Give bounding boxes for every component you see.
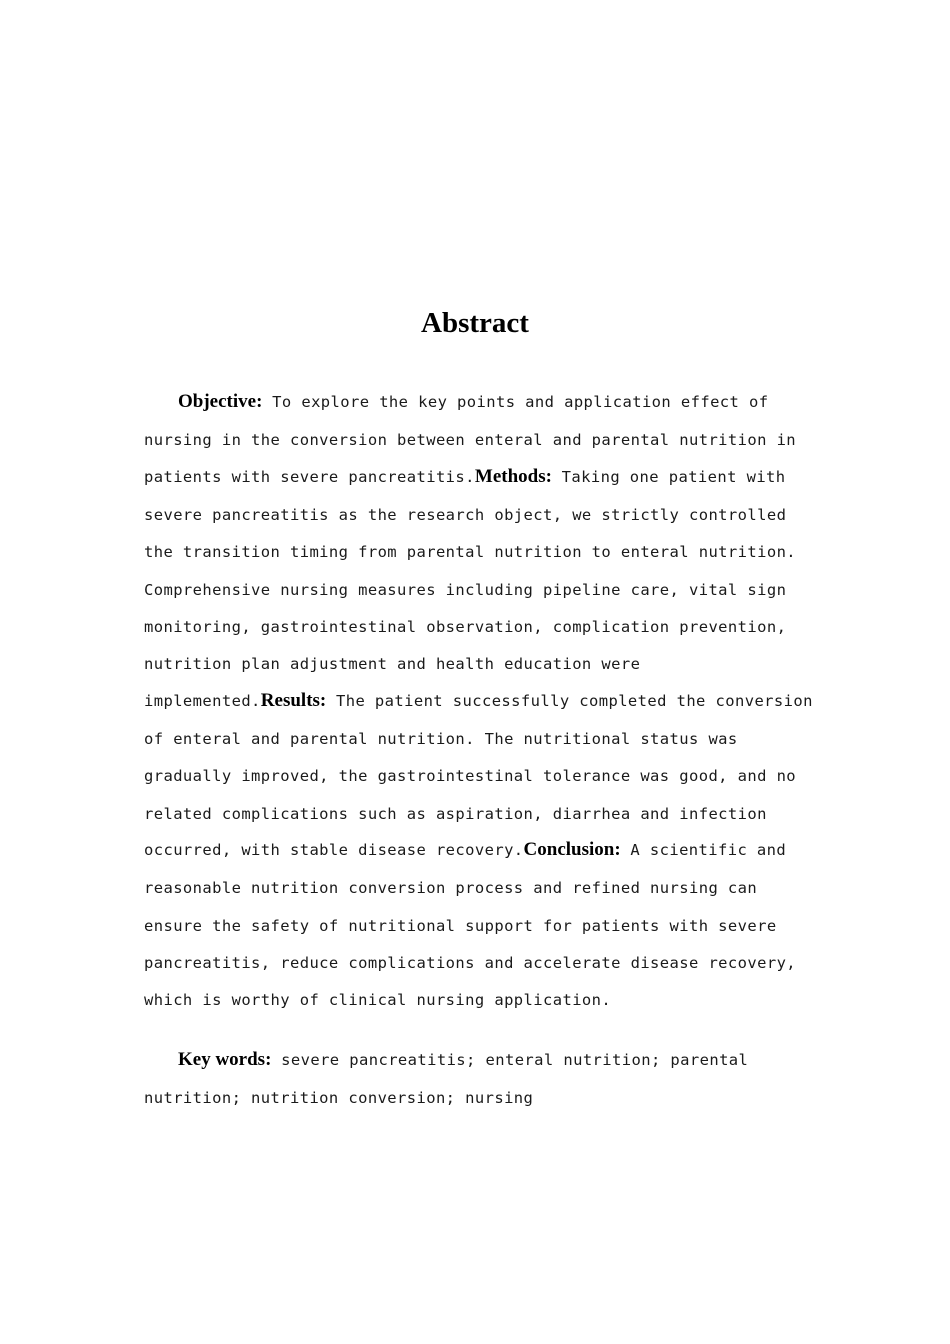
- abstract-line: nutrition plan adjustment and health education were: [144, 655, 641, 673]
- results-label: Results:: [260, 690, 327, 711]
- abstract-line: implemented.Results: The patient successfully completed the conversion: [144, 690, 813, 711]
- methods-label: Methods:: [474, 466, 552, 487]
- abstract-line: of enteral and parental nutrition. The nutritional status was: [144, 730, 738, 748]
- abstract-line: severe pancreatitis as the research object, we strictly controlled: [144, 506, 787, 524]
- abstract-title: Abstract: [421, 307, 529, 339]
- abstract-line: related complications such as aspiration, diarrhea and infection: [144, 805, 767, 823]
- abstract-line: ensure the safety of nutritional support for patients with severe: [144, 917, 777, 935]
- abstract-line: reasonable nutrition conversion process and refined nursing can: [144, 879, 758, 897]
- conclusion-label: Conclusion:: [523, 839, 621, 860]
- abstract-line: patients with severe pancreatitis.Methods: Taking one patient with: [144, 466, 786, 487]
- keywords-label: Key words:: [178, 1049, 272, 1070]
- abstract-line: Comprehensive nursing measures including pipeline care, vital sign: [144, 581, 787, 599]
- abstract-line: the transition timing from parental nutrition to enteral nutrition.: [144, 543, 797, 561]
- abstract-line: monitoring, gastrointestinal observation, complication prevention,: [144, 618, 787, 636]
- abstract-line: which is worthy of clinical nursing application.: [144, 991, 612, 1009]
- abstract-line: occurred, with stable disease recovery.Conclusion: A scientific and: [144, 839, 787, 860]
- abstract-line: Objective: To explore the key points and application effect of: [178, 391, 769, 412]
- objective-label: Objective:: [178, 391, 263, 412]
- abstract-line: nursing in the conversion between enteral and parental nutrition in: [144, 431, 797, 449]
- keywords-line: nutrition; nutrition conversion; nursing: [144, 1089, 534, 1107]
- keywords-line: Key words: severe pancreatitis; enteral nutrition; parental: [178, 1049, 749, 1070]
- abstract-line: pancreatitis, reduce complications and accelerate disease recovery,: [144, 954, 797, 972]
- abstract-line: gradually improved, the gastrointestinal tolerance was good, and no: [144, 767, 797, 785]
